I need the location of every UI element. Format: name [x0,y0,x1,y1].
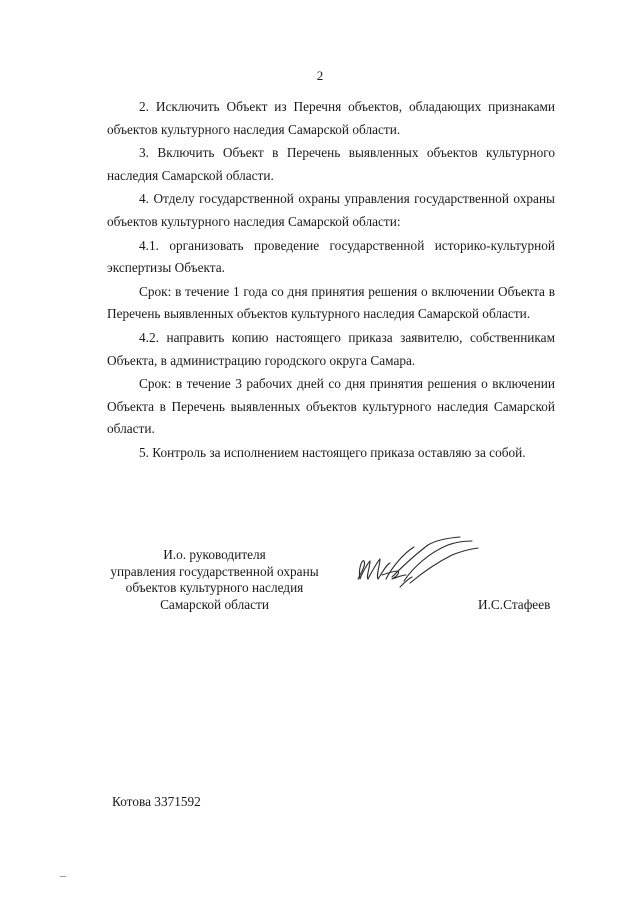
handwritten-signature [352,535,482,595]
paragraph-organize-expertise: 4.1. организовать проведение государственной историко-культурной экспертизы Объекта. [107,237,555,276]
paragraph-department-instructions: 4. Отделу государственной охраны управления государственной охраны объектов культурного наследия Самарской области: [107,191,555,229]
scan-mark [60,876,66,877]
signatory-title-line: объектов культурного наследия [125,580,304,595]
signatory-title-line: Самарской области [160,596,269,612]
signatory-title [107,547,322,613]
signatory-title-line: И.о. руководителя [163,547,266,562]
paragraph-deadline-copy: Срок: в течение 3 рабочих дней со дня принятия решения о включении Объекта в Перечень выявленных объектов культурного наследия Самарской области. [107,376,555,437]
page-number: 2 [316,68,324,83]
paragraph-send-copy: 4.2. направить копию настоящего приказа заявителю, собственникам Объекта, в администрацию городского округа Самара. [107,329,555,368]
paragraph-exclude-object: 2. Исключить Объект из Перечня объектов, обладающих признаками объектов культурного наследия Самарской области. [107,99,555,137]
order-body [107,96,555,465]
signatory-name: И.С.Стафеев [478,597,551,612]
signatory-title-line: управления государственной охраны [110,563,319,579]
paragraph-deadline-expertise: Срок: в течение 1 года со дня принятия решения о включении Объекта в Перечень выявленных объектов культурного наследия Самарской области. [107,283,555,322]
paragraph-include-object: 3. Включить Объект в Перечень выявленных объектов культурного наследия Самарской области. [107,145,555,183]
executor-contact: Котова 3371592 [112,794,201,809]
paragraph-control: 5. Контроль за исполнением настоящего приказа оставляю за собой. [139,444,526,460]
